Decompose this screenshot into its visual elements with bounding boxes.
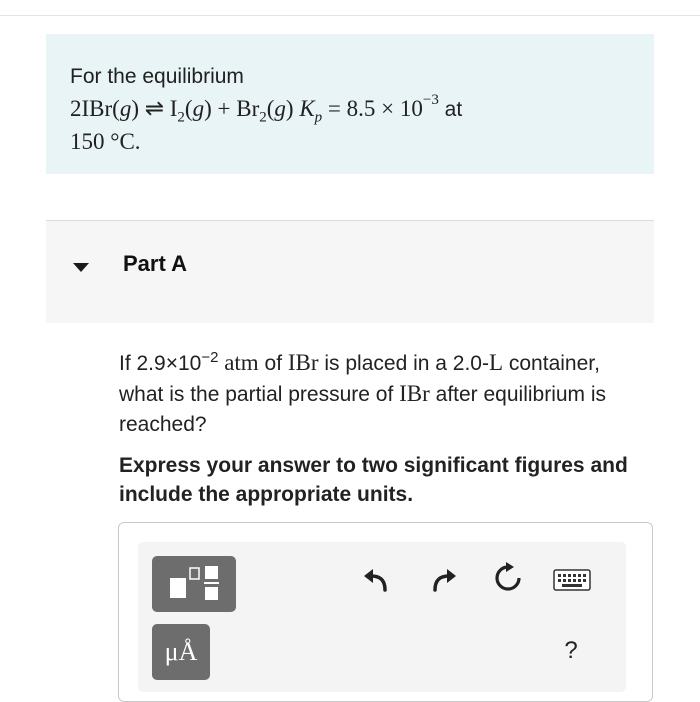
question-text: If $2.9\times 10^{-2}$ atm of IBr is placed in a 2.0-L container, what is the partial pressure of IBr after equilibrium is reached? <box>119 349 607 436</box>
help-button[interactable]: ? <box>564 637 578 664</box>
caret-down-icon[interactable] <box>73 263 89 272</box>
undo-icon[interactable] <box>360 562 394 596</box>
templates-icon <box>164 564 224 604</box>
equilibrium-equation: 2IBr(g) ⇌ $I_2(g) + Br_2(g) K_p = 8.5 \times 10^{-3}$ at <box>70 92 463 126</box>
redo-icon[interactable] <box>426 562 460 596</box>
templates-button[interactable] <box>152 556 236 612</box>
units-button[interactable]: μÅ <box>152 624 210 680</box>
answer-instructions: Express your answer to two significant figures and include the appropriate units. <box>119 454 628 506</box>
top-divider <box>0 15 700 16</box>
part-a-header[interactable] <box>46 220 654 323</box>
math-toolbar <box>138 542 626 692</box>
keyboard-icon[interactable] <box>552 567 592 593</box>
intro-lead: For the equilibrium <box>70 65 244 88</box>
problem-intro <box>46 34 654 174</box>
temperature-line: 150 °C. <box>70 129 141 154</box>
reset-icon[interactable] <box>490 560 526 596</box>
part-title: Part A <box>123 251 187 276</box>
answer-box <box>118 522 653 702</box>
